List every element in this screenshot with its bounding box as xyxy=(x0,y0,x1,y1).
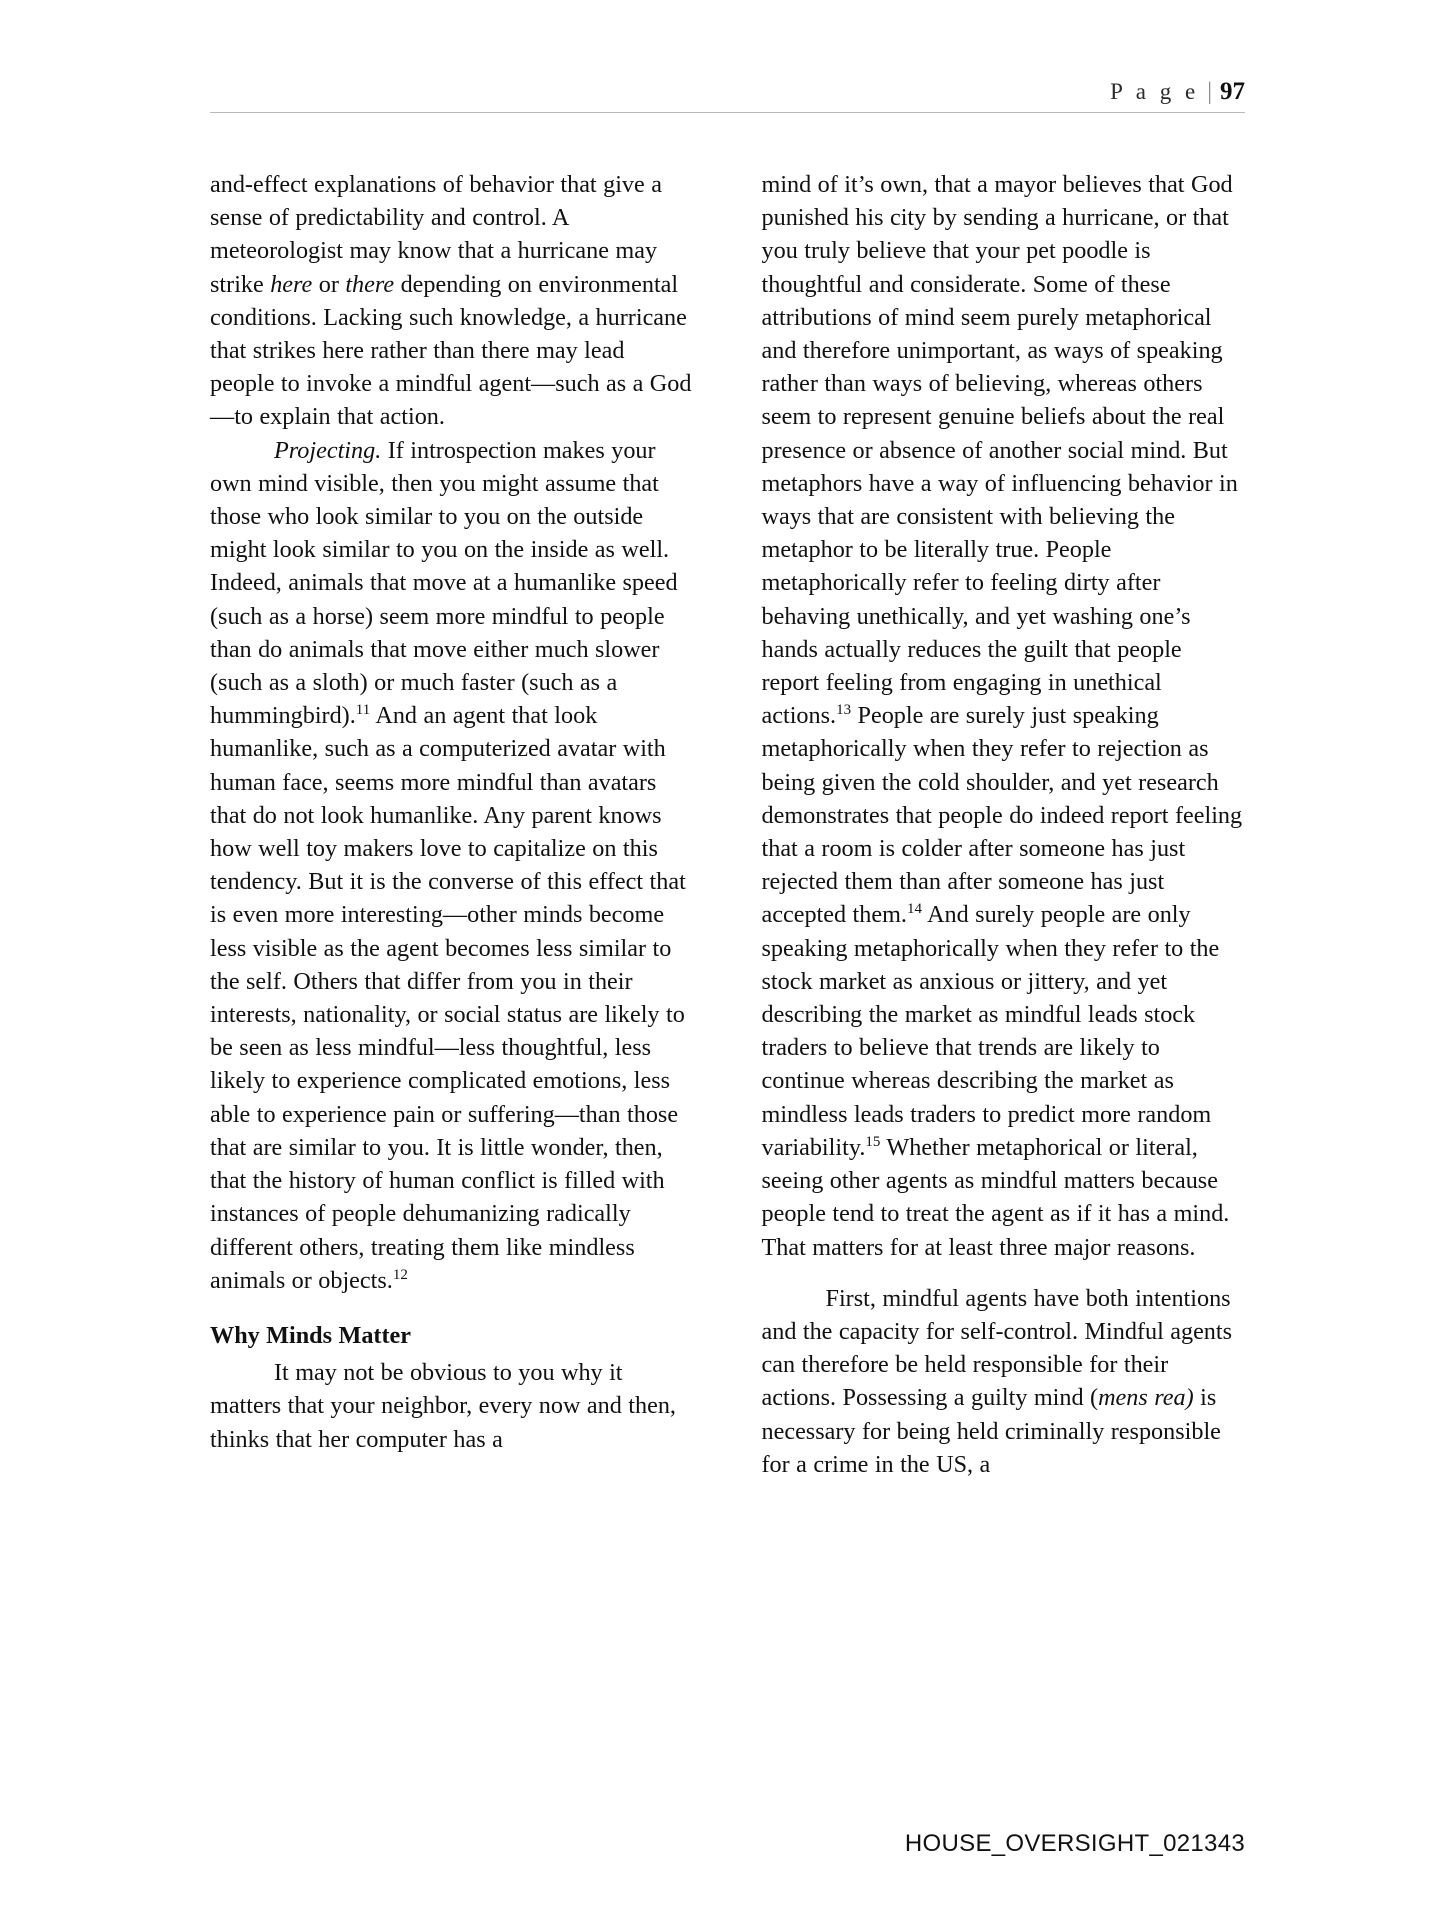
rpara1-text-b: People are surely just speaking metaphorically when they refer to rejection as being given the cold shoulder, and yet research demonstrates that people do indeed report feeling that a room is colder after someone has just rejected them than after someone has just accepted them. xyxy=(761,702,1243,929)
header-divider xyxy=(210,112,1245,113)
paragraph-metaphors xyxy=(762,168,1246,1264)
left-column xyxy=(210,168,694,1481)
paragraph-continued xyxy=(210,168,694,434)
rpara2-text-b: is necessary for being held criminally responsible for a crime in the US, a xyxy=(761,1384,1221,1478)
para2-italic-heading: Projecting. xyxy=(274,436,382,464)
header-page-number: 97 xyxy=(1220,78,1245,105)
para1-italic-here: here xyxy=(270,270,313,298)
paragraph-first-reason xyxy=(762,1264,1246,1481)
rpara2-text-a: First, mindful agents have both intentions and the capacity for self-control. Mindful agents can therefore be held responsible for their actions. Possessing a guilty mind ( xyxy=(761,1284,1233,1412)
para1-text-b: or xyxy=(312,270,346,298)
footnote-marker-14: 14 xyxy=(906,901,922,918)
footnote-marker-12: 12 xyxy=(392,1266,408,1283)
footnote-marker-13: 13 xyxy=(836,702,852,719)
paragraph-projecting xyxy=(210,434,694,1297)
two-column-body xyxy=(210,168,1245,1481)
para1-italic-there: there xyxy=(345,270,395,298)
page-header xyxy=(210,78,1245,106)
rpara1-text-c: And surely people are only speaking metaphorically when they refer to the stock market as anxious or jittery, and yet describing the market as mindful leads stock traders to believe that trends are likely to continue whereas describing the market as mindless leads traders to predict more random variability. xyxy=(761,901,1220,1161)
para2-text-a: If introspection makes your own mind visible, then you might assume that those who look similar to you on the outside might look similar to you on the inside as well. Indeed, animals that move at a humanlike speed (such as a horse) seem more mindful to people than do animals that move either much slower (such as a sloth) or much faster (such as a hummingbird). xyxy=(210,436,678,730)
paragraph-why-minds-matter-intro: It may not be obvious to you why it matters that your neighbor, every now and then, thinks that her computer has a xyxy=(210,1359,676,1453)
footnote-marker-11: 11 xyxy=(355,702,371,719)
bates-stamp: HOUSE_OVERSIGHT_021343 xyxy=(904,1830,1245,1857)
rpara1-text-a: mind of it’s own, that a mayor believes that God punished his city by sending a hurricane, or that you truly believe that your pet poodle is thoughtful and considerate. Some of these attributions of mind seem purely metaphorical and therefore unimportant, as ways of speaking rather than ways of believing, whereas others seem to represent genuine beliefs about the real presence or absence of another social mind. But metaphors have a way of influencing behavior in ways that are consistent with believing the metaphor to be literally true. People metaphorically refer to feeling dirty after behaving unethically, and yet washing one’s hands actually reduces the guilt that people report feeling from engaging in unethical actions. xyxy=(761,171,1238,730)
right-column xyxy=(762,168,1246,1481)
header-separator: | xyxy=(1207,79,1212,105)
section-heading-why-minds-matter: Why Minds Matter xyxy=(210,1321,411,1349)
rpara2-italic-mens-rea: mens rea) xyxy=(1098,1384,1194,1412)
para1-text-c: depending on environmental conditions. Lacking such knowledge, a hurricane that strikes here rather than there may lead people to invoke a mindful agent—such as a God—to explain that action. xyxy=(210,270,692,431)
footnote-marker-15: 15 xyxy=(865,1133,881,1150)
para1-text-a: and-effect explanations of behavior that give a sense of predictability and control. A meteorologist may know that a hurricane may strike xyxy=(210,171,662,298)
rpara1-text-d: Whether metaphorical or literal, seeing other agents as mindful matters because people tend to treat the agent as if it has a mind. That matters for at least three major reasons. xyxy=(761,1133,1230,1261)
para2-text-b: And an agent that look humanlike, such as a computerized avatar with human face, seems more mindful than avatars that do not look humanlike. Any parent knows how well toy makers love to capitalize on this tendency. But it is the converse of this effect that is even more interesting—other minds become less visible as the agent becomes less similar to the self. Others that differ from you in their interests, nationality, or social status are likely to be seen as less mindful—less thoughtful, less likely to experience complicated emotions, less able to experience pain or suffering—than those that are similar to you. It is little wonder, then, that the history of human conflict is filled with instances of people dehumanizing radically different others, treating them like mindless animals or objects. xyxy=(210,702,686,1294)
header-page-label: P a g e xyxy=(1110,79,1200,104)
